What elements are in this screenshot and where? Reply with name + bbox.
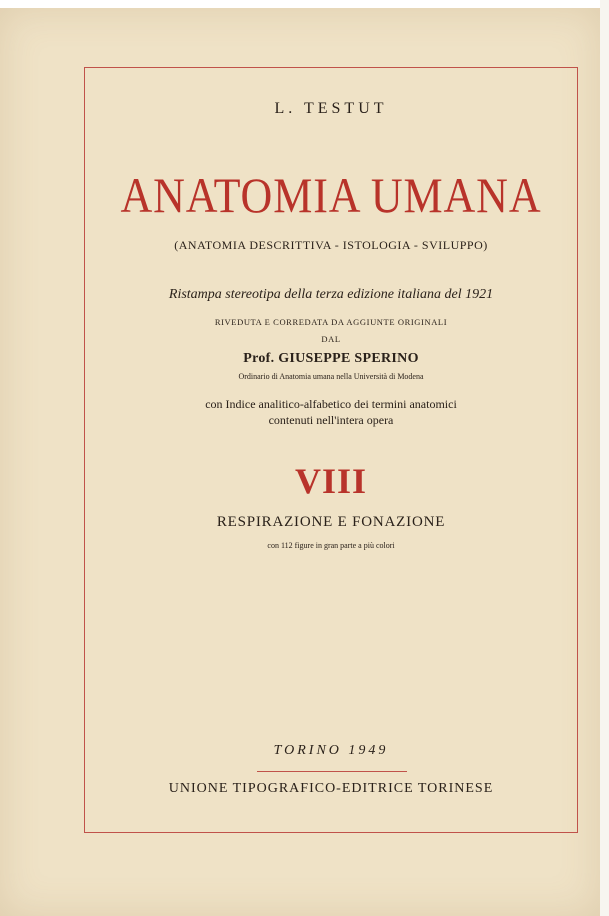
divider-rule [257,771,407,772]
figures-note: con 112 figure in gran parte a più colori [267,541,395,550]
index-note-line2: contenuti nell'intera opera [268,413,394,427]
book-subtitle: (ANATOMIA DESCRITTIVA - ISTOLOGIA - SVILUPPO) [174,238,488,252]
author-name: L. TESTUT [274,100,388,117]
editor-affiliation: Ordinario di Anatomia umana nella Università di Modena [238,372,424,381]
editor-name: Prof. GIUSEPPE SPERINO [243,351,419,366]
publisher-name: UNIONE TIPOGRAFICO-EDITRICE TORINESE [168,781,494,796]
index-note-line1: con Indice analitico-alfabetico dei termini anatomici [205,397,457,411]
by-word: DAL [321,334,341,344]
section-title: RESPIRAZIONE E FONAZIONE [216,514,446,530]
page-edge [600,0,609,916]
reprint-note: Ristampa stereotipa della terza edizione italiana del 1921 [168,287,494,302]
volume-number: VIII [294,461,368,501]
revision-note: RIVEDUTA E CORREDATA DA AGGIUNTE ORIGINALI [214,317,448,327]
city-year: TORINO 1949 [273,743,389,758]
book-title: ANATOMIA UMANA [120,167,542,223]
